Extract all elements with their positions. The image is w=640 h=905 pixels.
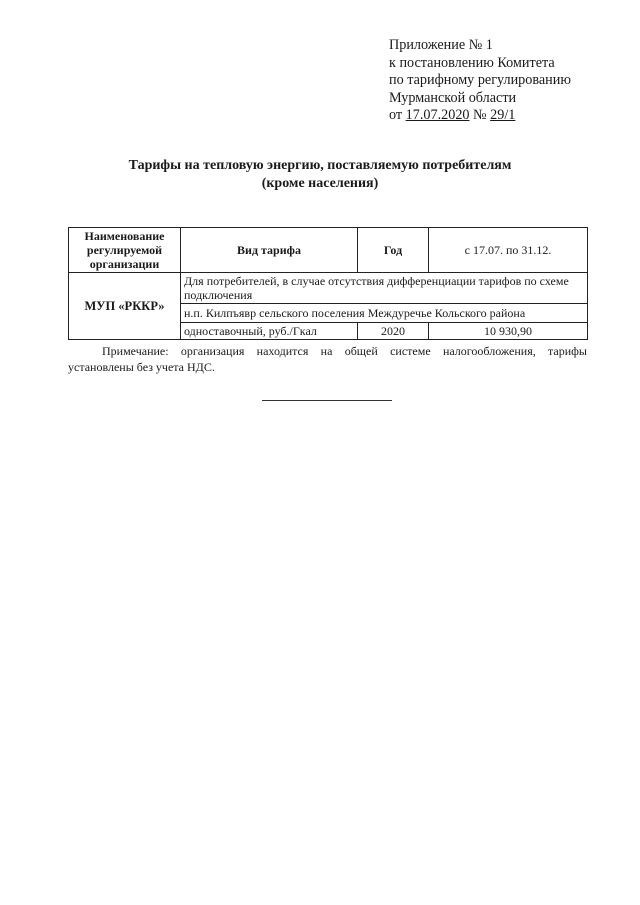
- number-prefix: №: [469, 107, 491, 123]
- header-year: Год: [358, 228, 429, 273]
- appendix-line-2: к постановлению Комитета: [389, 54, 555, 71]
- table-row: [69, 273, 588, 304]
- appendix-line-4: Мурманской области: [389, 89, 517, 106]
- tariff-type-cell: одноставочный, руб./Гкал: [181, 323, 358, 340]
- tariff-value-cell: 10 930,90: [429, 323, 588, 340]
- appendix-block: [389, 37, 571, 125]
- header-tariff-type: Вид тарифа: [181, 228, 358, 273]
- tariff-table: [68, 227, 588, 340]
- document-title: [0, 157, 640, 193]
- appendix-line-3: по тарифному регулированию: [389, 72, 571, 88]
- header-period: с 17.07. по 31.12.: [429, 228, 588, 273]
- appendix-date-line: [389, 107, 571, 125]
- organization-name: МУП «РККР»: [69, 273, 181, 340]
- header-organization: Наименование регулируемой организации: [69, 228, 181, 273]
- consumer-group: Для потребителей, в случае отсутствия дифференциации тарифов по схеме подключения: [181, 273, 588, 304]
- table-header-row: [69, 228, 588, 273]
- settlement-name: н.п. Килпъявр сельского поселения Междуречье Кольского района: [181, 304, 588, 323]
- resolution-date: 17.07.2020: [405, 107, 470, 123]
- appendix-line-1: Приложение № 1: [389, 37, 493, 53]
- year-cell: 2020: [358, 323, 429, 340]
- date-prefix: от: [389, 107, 406, 123]
- separator-line: [262, 400, 392, 401]
- resolution-number: 29/1: [490, 107, 516, 123]
- title-line-1: Тарифы на тепловую энергию, поставляемую потребителям: [128, 158, 512, 173]
- title-line-2: (кроме населения): [261, 176, 379, 191]
- footnote: Примечание: организация находится на общей системе налогообложения, тарифы установлены без учета НДС.: [68, 344, 587, 374]
